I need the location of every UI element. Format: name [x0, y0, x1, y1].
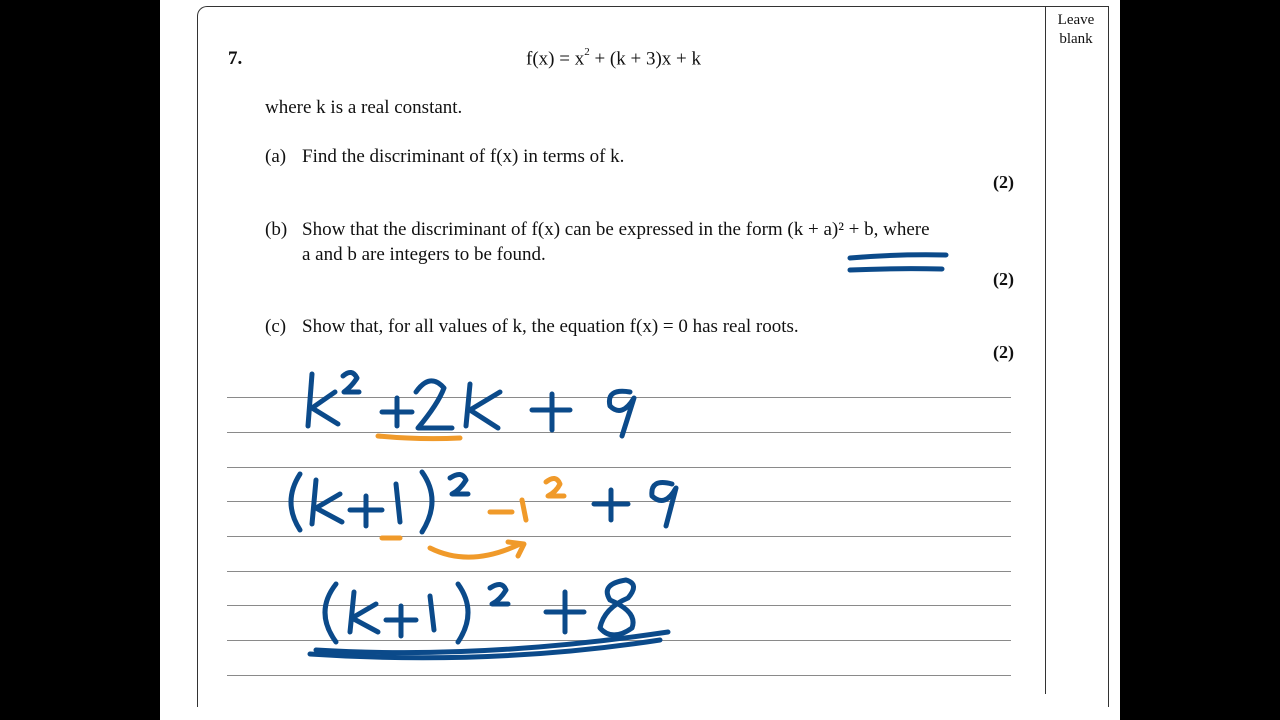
formula-suffix: + (k + 3)x + k [589, 48, 702, 70]
handwriting-ink [160, 0, 1120, 720]
part-c-text: Show that, for all values of k, the equation f(x) = 0 has real roots. [302, 316, 799, 337]
part-b-text-line2: a and b are integers to be found. [302, 244, 546, 265]
handwriting-line2-orange [382, 478, 564, 557]
handwriting-line2 [291, 472, 676, 532]
part-b-text-line1: Show that the discriminant of f(x) can be expressed in the form (k + a)² + b, where [302, 219, 930, 240]
leave-blank-line1: Leave [1057, 12, 1095, 28]
part-b-label: (b) [265, 219, 288, 240]
underline-2k [378, 436, 460, 439]
part-b-marks: (2) [993, 269, 1014, 289]
part-a-marks: (2) [993, 172, 1014, 192]
leave-blank-line2: blank [1059, 31, 1093, 47]
part-c-label: (c) [265, 316, 287, 337]
question-number: 7. [228, 48, 243, 69]
formula-exponent: 2 [584, 46, 590, 58]
handwriting-line3 [325, 580, 634, 642]
formula-prefix: f(x) = x [526, 48, 585, 70]
question-intro: where k is a real constant. [265, 97, 463, 118]
form-underline [850, 255, 946, 258]
part-c-marks: (2) [993, 342, 1014, 362]
form-underline [850, 269, 942, 270]
exam-page [160, 0, 1120, 720]
part-a-text: Find the discriminant of f(x) in terms of k. [302, 146, 625, 167]
part-a-label: (a) [265, 146, 287, 167]
handwriting-line1 [308, 372, 634, 436]
